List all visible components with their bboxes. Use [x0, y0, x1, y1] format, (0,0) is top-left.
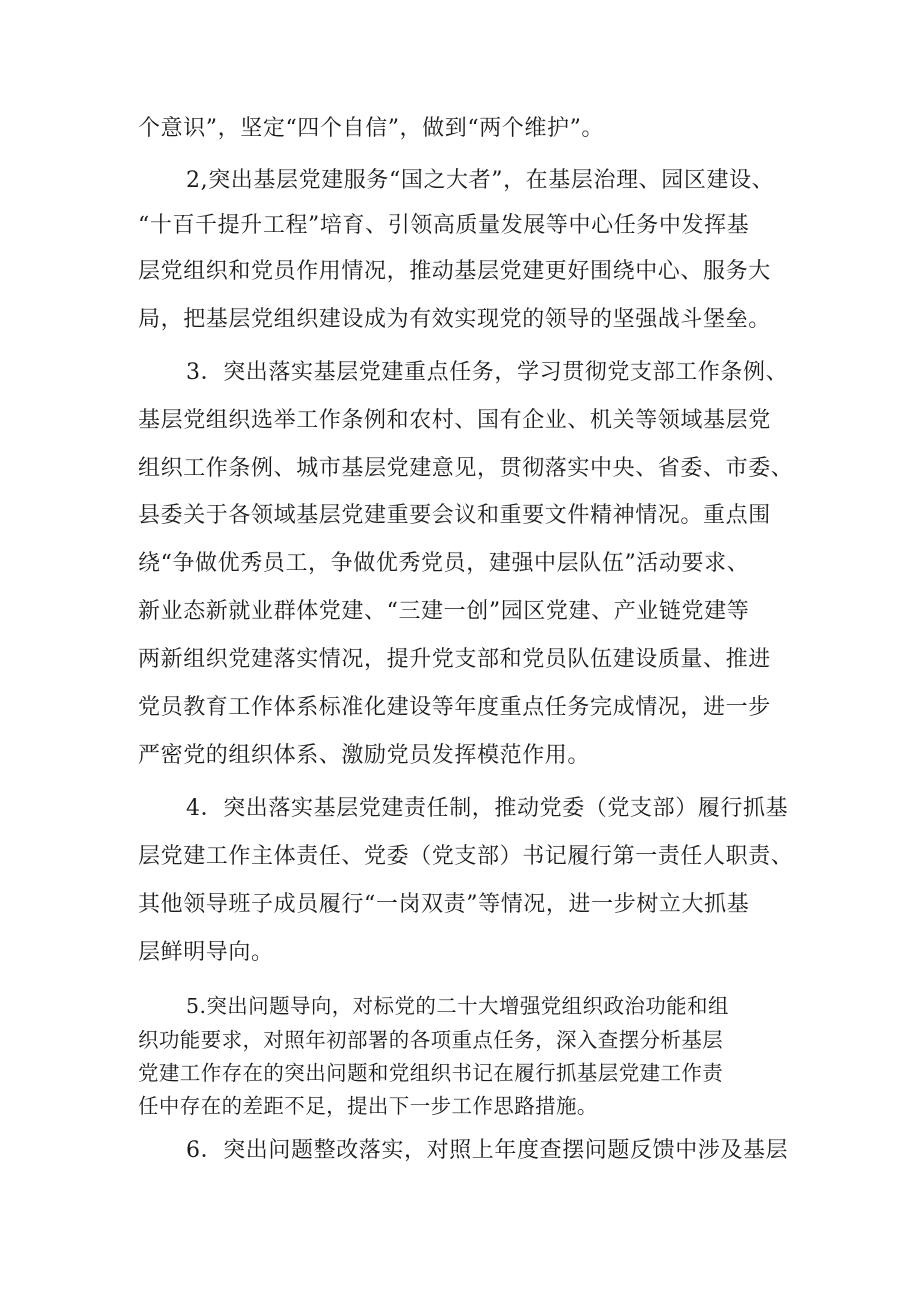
paragraph-5-line-2: 织功能要求，对照年初部署的各项重点任务，深入查摆分析基层: [138, 1028, 724, 1052]
paragraph-2-line-1: 2,突出基层党建服务“国之大者”，在基层治理、园区建设、: [186, 168, 775, 193]
paragraph-3-line-8: 党员教育工作体系标准化建设等年度重点任务完成情况，进一步: [138, 695, 771, 720]
paragraph-3-line-4: 县委关于各领域基层党建重要会议和重要文件精神情况。重点围: [138, 503, 771, 528]
paragraph-2-line-2: “十百千提升工程”培育、引领高质量发展等中心任务中发挥基: [138, 213, 750, 238]
paragraph-3-line-1: 3．突出落实基层党建重点任务，学习贯彻党支部工作条例、: [186, 360, 789, 385]
paragraph-3-line-7: 两新组织党建落实情况，提升党支部和党员队伍建设质量、推进: [138, 647, 771, 672]
paragraph-2-line-3: 层党组织和党员作用情况，推动基层党建更好围绕中心、服务大: [138, 259, 771, 284]
paragraph-3-line-6: 新业态新就业群体党建、“三建一创”园区党建、产业链党建等: [138, 599, 750, 624]
paragraph-5-line-1: 5.突出问题导向，对标党的二十大增强党组织政治功能和组: [186, 994, 729, 1018]
paragraph-4-line-1: 4．突出落实基层党建责任制，推动党委（党支部）履行抓基: [186, 796, 789, 821]
paragraph-3-line-5: 绕“争做优秀员工，争做优秀党员，建强中层队伍”活动要求、: [138, 551, 750, 576]
paragraph-2-line-4: 局，把基层党组织建设成为有效实现党的领导的坚强战斗堡垒。: [138, 307, 771, 332]
paragraph-5-line-3: 党建工作存在的突出问题和党组织书记在履行抓基层党建工作责: [138, 1061, 724, 1085]
paragraph-5-line-4: 任中存在的差距不足，提出下一步工作思路措施。: [138, 1094, 598, 1118]
paragraph-4-line-3: 其他领导班子成员履行“一岗双责”等情况，进一步树立大抓基: [138, 892, 750, 917]
paragraph-3-line-9: 严密党的组织体系、激励党员发挥模范作用。: [138, 743, 591, 768]
paragraph-4-line-2: 层党建工作主体责任、党委（党支部）书记履行第一责任人职责、: [138, 844, 794, 869]
paragraph-1-line-1: 个意识”，坚定“四个自信”，做到“两个维护”。: [138, 116, 605, 141]
paragraph-3-line-3: 组织工作条例、城市基层党建意见，贯彻落实中央、省委、市委、: [138, 456, 794, 481]
paragraph-4-line-4: 层鲜明导向。: [138, 940, 274, 965]
paragraph-3-line-2: 基层党组织选举工作条例和农村、国有企业、机关等领域基层党: [138, 408, 771, 433]
paragraph-6-line-1: 6．突出问题整改落实，对照上年度查摆问题反馈中涉及基层: [186, 1138, 789, 1163]
